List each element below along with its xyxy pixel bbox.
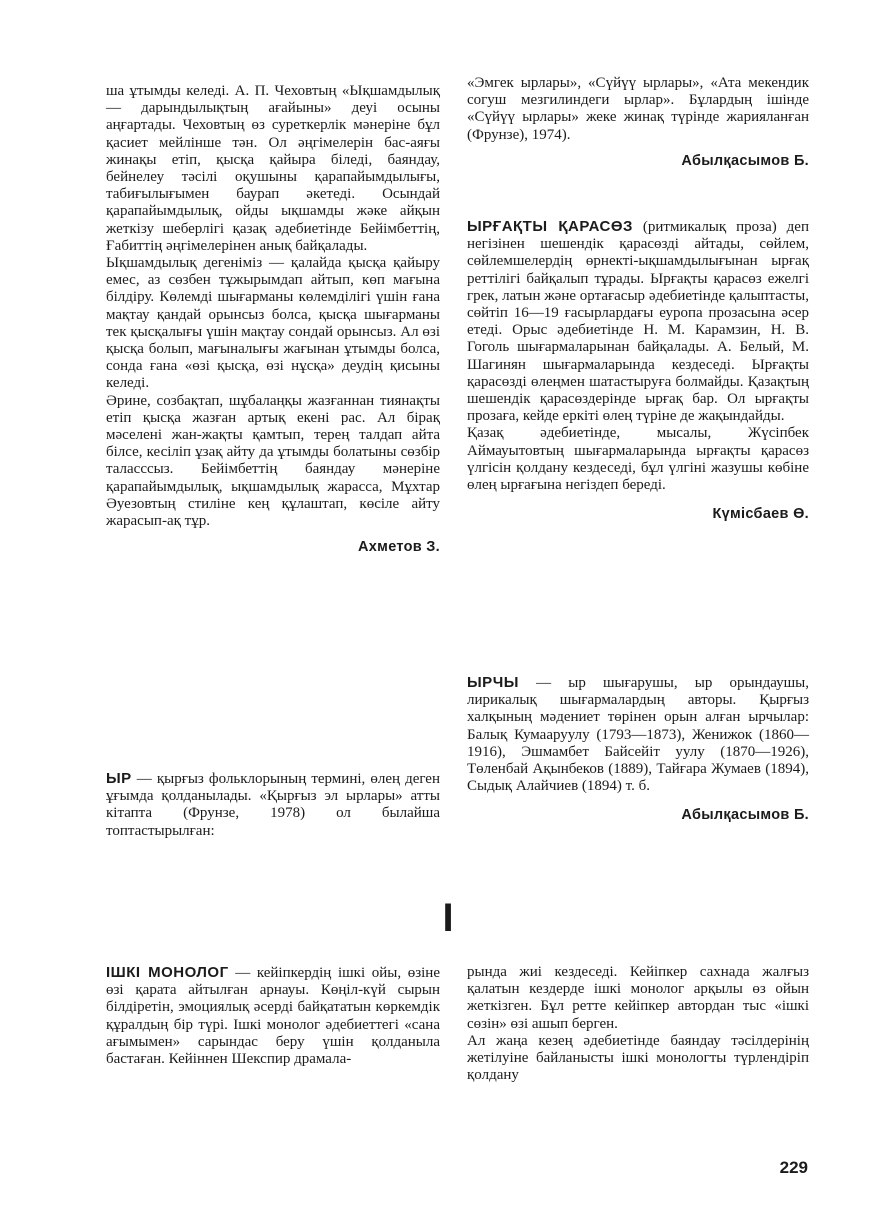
headword-ishki-monolog: ІШКІ МОНОЛОГ	[106, 964, 229, 981]
right-paragraph-1: «Эмгек ырлары», «Сүйүү ырлары», «Ата мекендик согуш мезгилиндеги ырлар». Бұлардың ішінде «Сүйүү ырлары» жеке жинақ түрінде жарияланған (Фрунзе), 1974).	[467, 75, 809, 143]
entry-ishki-text-left: — кейіпкердің ішкі ойы, өзіне өзі қарата айтылған арнауы. Көңіл-күй сырын білдіретін, эмоциялық әсерді байқататын көркемдік құралдың бір түрі. Ішкі монолог әдебиеттегі «сана ағымымен» сарындас беру үшін қолданыла бастаған. Кейіннен Шекспир драмала-	[106, 965, 440, 1068]
left-paragraph-3: Әрине, созбақтап, шұбалаңқы жазғаннан тиянақты етіп қысқа жазған артық екені рас. Ал бірақ мәселені жан-жақты қамтып, терең талдап айта білсе, кесіліп ұзақ айту да ұтымды болатыны сөзбір таласссыз. Бейімбеттің баяндау мәнеріне қарапайымдылық, ықшамдылық жарасса, Мұхтар Әуезовтың стиліне кең құлаштап, көсіле айту жарасып-ақ тұр.	[106, 392, 440, 530]
headword-yrchy: ЫРЧЫ	[467, 674, 519, 691]
entry-yrgakty-text-2: Қазақ әдебиетінде, мысалы, Жүсіпбек Аймауытовтың шығармаларында ырғақты қарасөз үлгісін қолдану кездеседі, бұл үлгіні жазушы көбіне өлең ырғағына негіздеп береді.	[467, 425, 809, 494]
entry-yr-text: — қырғыз фольклорының термині, өлең деген ұғымда қолданылады. «Қырғыз эл ырлары» атты кітапта (Фрунзе, 1978) ол былайша топтастырылған:	[106, 771, 440, 839]
entry-yrgakty-karasoz	[467, 218, 809, 523]
signature-akhmetov: Ахметов З.	[358, 539, 440, 556]
entry-ishki-monolog-continued	[467, 964, 809, 1084]
right-column-top	[467, 75, 809, 170]
signature-kumisbaev: Күмісбаев Ө.	[712, 506, 809, 523]
headword-yr: ЫР	[106, 770, 132, 787]
entry-ishki-monolog	[106, 964, 440, 1068]
entry-yrgakty-text-1: (ритмикалық проза) деп негізінен шешендік қарасөзді айтады, сөйлем, сөйлемшелердің өрнекті-ықшамдылығынан ырғақ реттілігі байқалып тұрады. Ырғақты қарасөз ежелгі грек, латын және ортағасыр әдебиетінде қалыптасты, сөйтіп 16—19 ғасырлардағы еуропа прозасына әсер етеді. Орыс әдебиетінде Н. М. Карамзин, Н. В. Гоголь шығармаларынан байқалады. А. Белый, М. Шагинян шығармаларында кездеседі. Ырғақты қарасөзді өлеңмен шатастыруға болмайды. Қазақтың шешендік қарасөздерінде ырғақ бар. Ол ырғақты прозаға, кейде еркіті өлең түріне де жақындайды.	[467, 219, 809, 425]
headword-yrgakty-karasoz: ЫРҒАҚТЫ ҚАРАСӨЗ	[467, 218, 633, 235]
entry-ishki-text-right-2: Ал жаңа кезең әдебиетінде баяндау тәсілдерінің жетілуіне байланысты ішкі монологты түрлендіріп қолдану	[467, 1032, 809, 1084]
section-letter: І	[442, 896, 454, 940]
entry-yrchy	[467, 674, 809, 825]
signature-abylkasymov-2: Абылқасымов Б.	[681, 807, 809, 824]
signature-abylkasymov-1: Абылқасымов Б.	[681, 152, 809, 169]
page-number: 229	[779, 1158, 808, 1177]
entry-yrchy-text: — ыр шығарушы, ыр орындаушы, лирикалық шығармалардың авторы. Қырғыз халқының мәдениет төрінен орын алған ырчылар: Балық Кумааруулу (1793—1873), Женижок (1860—1916), Эшмамбет Байсейіт уулу (1870—1926), Төленбай Ақынбеков (1889), Тайғара Жумаев (1894), Сыдық Алайчиев (1894) т. б.	[467, 675, 809, 795]
left-paragraph-1: ша ұтымды келеді. А. П. Чеховтың «Ықшамдылық — дарындылықтың ағайыны» деуі осыны аңғартады. Чеховтың өз суреткерлік мәнеріне бұл қасиет мейлінше тән. Ол әңгімелерін бас-аяғы жинақы етіп, қысқа қайыра біледі, баяндау, бейнелеу тәсілі оқушыны қарапайымдылығы, табиғылығымен баурап әкетеді. Осындай қарапайымдылық, ойды ықшамды жәке айқын жеткізу шеберлігі қазақ әдебиетінде Бейімбеттің, Ғабиттің әңгімелерінен анық байқалады.	[106, 83, 440, 254]
left-paragraph-2: Ықшамдылық дегеніміз — қалайда қысқа қайыру емес, аз сөзбен тұжырымдап айтып, көп мағына білдіру. Көлемді шығарманы көлемділігі үшін ғана мақтау қандай орынсыз болса, қысқа шығарманы тек қысқалығы үшін мақтау сондай орынсыз. Ал өзі қысқа болып, мағыналығы жағынан ұтымды болса, сонда ғана «өзі қысқа, өзі нұсқа» деудің қисыны келеді.	[106, 255, 440, 392]
entry-ishki-text-right-1: рында жиі кездеседі. Кейіпкер сахнада жалғыз қалатын кездерде ішкі монолог арқылы өз ойын жеткізген. Бұл ретте кейіпкер автордан тыс «ішкі сөзін» өзі ашып берген.	[467, 964, 809, 1032]
left-column-top	[106, 83, 440, 556]
entry-yr	[106, 770, 440, 840]
